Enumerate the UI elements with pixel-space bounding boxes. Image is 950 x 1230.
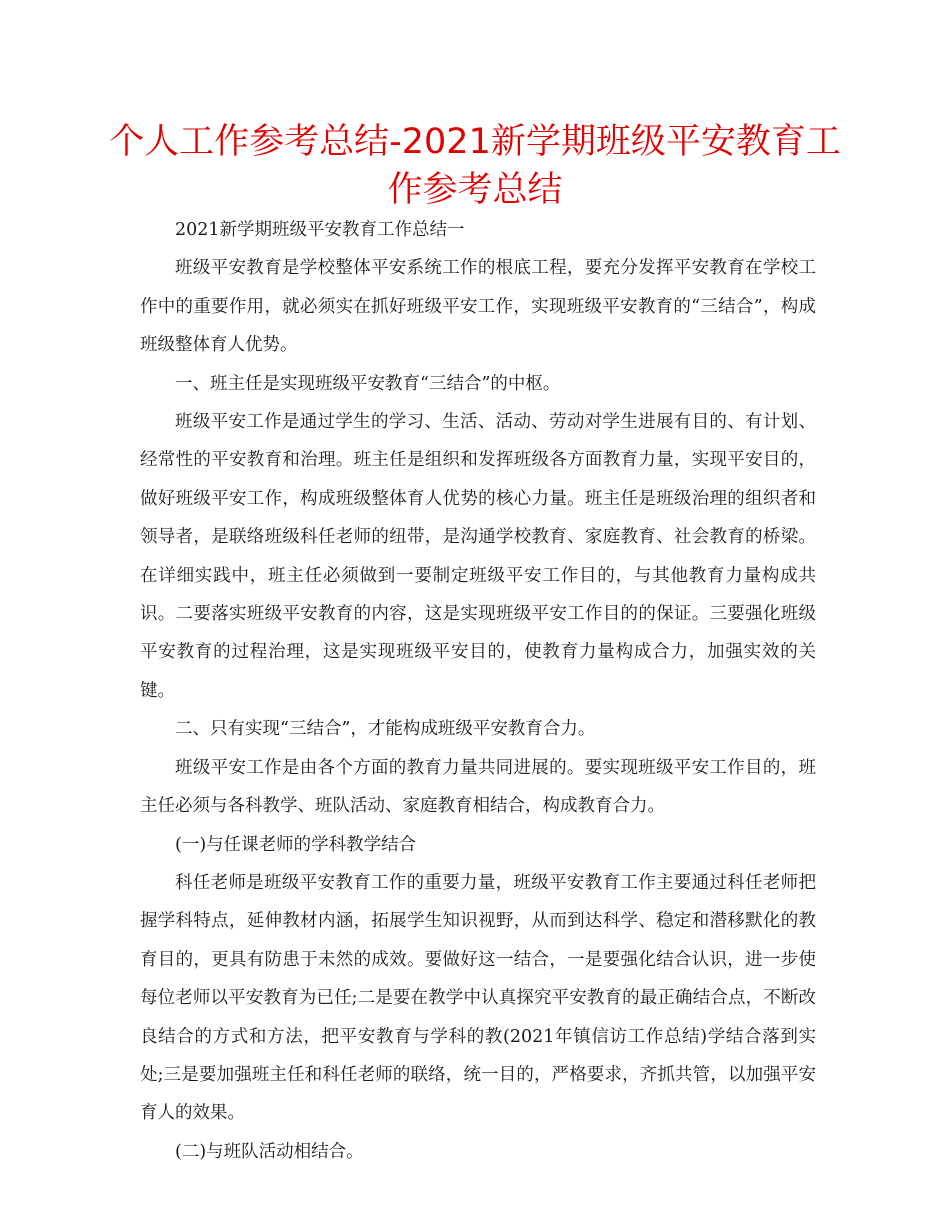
paragraph: 班级平安教育是学校整体平安系统工作的根底工程，要充分发挥平安教育在学校工作中的重要作用，就必须实在抓好班级平安工作，实现班级平安教育的“三结合”，构成班级整体育人优势。 xyxy=(140,258,816,356)
document-title: 个人工作参考总结-2021新学期班级平安教育工作参考总结 xyxy=(109,122,841,210)
section-heading: 2021新学期班级平安教育工作总结一 xyxy=(175,220,465,240)
paragraph: 科任老师是班级平安教育工作的重要力量，班级平安教育工作主要通过科任老师把握学科特点，延伸教材内涵，拓展学生知识视野，从而到达科学、稳定和潜移默化的教育目的，更具有防患于未然的成效。要做好这一结合，一是要强化结合认识，进一步使每位老师以平安教育为已任;二是要在教学中认真探究平安教育的最正确结合点，不断改良结合的方式和方法，把平安教育与学科的教(2021年镇信访工作总结)学结合落到实处;三是要加强班主任和科任老师的联络，统一目的，严格要求，齐抓共管，以加强平安育人的效果。 xyxy=(140,872,816,1124)
document-body xyxy=(140,211,816,1171)
subsection-heading: (二)与班队活动相结合。 xyxy=(175,1141,364,1162)
subsection-heading: (一)与任课老师的学科教学结合 xyxy=(175,834,417,855)
section-heading: 二、只有实现“三结合”，才能构成班级平安教育合力。 xyxy=(175,719,596,740)
section-heading: 一、班主任是实现班级平安教育“三结合”的中枢。 xyxy=(175,373,561,394)
paragraph: 班级平安工作是通过学生的学习、生活、活动、劳动对学生进展有目的、有计划、经常性的平安教育和治理。班主任是组织和发挥班级各方面教育力量，实现平安目的，做好班级平安工作，构成班级整体育人优势的核心力量。班主任是班级治理的组织者和领导者，是联络班级科任老师的纽带，是沟通学校教育、家庭教育、社会教育的桥梁。在详细实践中，班主任必须做到一要制定班级平安工作目的，与其他教育力量构成共识。二要落实班级平安教育的内容，这是实现班级平安工作目的的保证。三要强化班级平安教育的过程治理，这是实现班级平安目的，使教育力量构成合力，加强实效的关键。 xyxy=(140,412,816,701)
paragraph: 班级平安工作是由各个方面的教育力量共同进展的。要实现班级平安工作目的，班主任必须与各科教学、班队活动、家庭教育相结合，构成教育合力。 xyxy=(140,757,816,817)
